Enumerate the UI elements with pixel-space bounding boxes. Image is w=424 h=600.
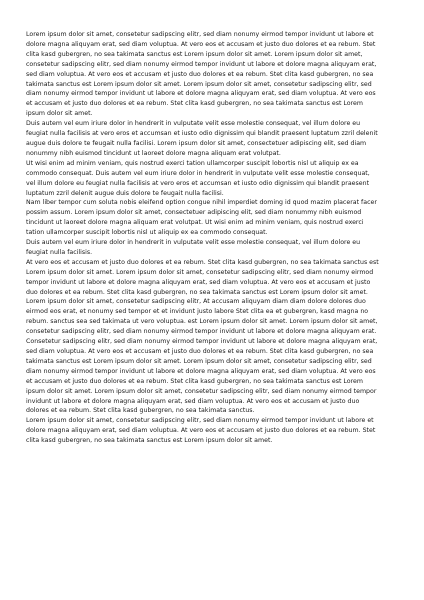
paragraph: Ut wisi enim ad minim veniam, quis nostrud exerci tation ullamcorper suscipit lobortis nisl ut aliquip ex ea commodo consequat. Duis autem vel eum iriure dolor in hendrerit in vulputate velit esse molestie consequat, vel illum dolore eu feugiat nulla facilisis at vero eros et accumsan et iusto odio dignissim qui blandit praesent luptatum zzril delenit augue duis dolore te feugait nulla facilisi. bbox=[26, 159, 370, 197]
paragraph: Consetetur sadipscing elitr, sed diam nonumy eirmod tempor invidunt ut labore et dolore magna aliquyam erat, sed diam voluptua. At vero eos et accusam et justo duo dolores et ea rebum. Stet clita kasd gubergren, no sea takimata sanctus est Lorem ipsum dolor sit amet. Lorem ipsum dolor sit amet, consetetur sadipscing elitr, sed diam nonumy eirmod tempor invidunt ut labore et dolore magna aliquyam erat, sed diam voluptua. At vero eos et accusam et justo duo dolores et ea rebum. Stet clita kasd gubergren, no sea takimata sanctus est Lorem ipsum dolor sit amet. Lorem ipsum dolor sit amet, consetetur sadipscing elitr, sed diam nonumy eirmod tempor invidunt ut labore et dolore magna aliquyam erat, sed diam voluptua. At vero eos et accusam et justo duo dolores et ea rebum. Stet clita kasd gubergren, no sea takimata sanctus. bbox=[26, 338, 378, 415]
paragraph: Nam liber tempor cum soluta nobis eleifend option congue nihil imperdiet doming id quod mazim placerat facer possim assum. Lorem ipsum dolor sit amet, consectetuer adipiscing elit, sed diam nonummy nibh euismod tincidunt ut laoreet dolore magna aliquam erat volutpat. Ut wisi enim ad minim veniam, quis nostrud exerci tation ullamcorper suscipit lobortis nisl ut aliquip ex ea commodo consequat. bbox=[26, 199, 377, 237]
paragraph: Duis autem vel eum iriure dolor in hendrerit in vulputate velit esse molestie consequat, vel illum dolore eu feugiat nulla facilisis. bbox=[26, 239, 361, 256]
paragraph: Lorem ipsum dolor sit amet, consetetur sadipscing elitr, sed diam nonumy eirmod tempor invidunt ut labore et dolore magna aliquyam erat, sed diam voluptua. At vero eos et accusam et justo duo dolores et ea rebum. Stet clita kasd gubergren, no sea takimata sanctus est Lorem ipsum dolor sit amet. bbox=[26, 417, 376, 445]
paragraph: At vero eos et accusam et justo duo dolores et ea rebum. Stet clita kasd gubergren, no sea takimata sanctus est Lorem ipsum dolor sit amet. Lorem ipsum dolor sit amet, consetetur sadipscing elitr, sed diam nonumy eirmod tempor invidunt ut labore et dolore magna aliquyam erat, sed diam voluptua. At vero eos et accusam et justo duo dolores et ea rebum. Stet clita kasd gubergren, no sea takimata sanctus est Lorem ipsum dolor sit amet. Lorem ipsum dolor sit amet, consetetur sadipscing elitr, At accusam aliquyam diam diam dolore dolores duo eirmod eos erat, et nonumy sed tempor et et invidunt justo labore Stet clita ea et gubergren, kasd magna no rebum. sanctus sea sed takimata ut vero voluptua. est Lorem ipsum dolor sit amet. Lorem ipsum dolor sit amet, consetetur sadipscing elitr, sed diam nonumy eirmod tempor invidunt ut labore et dolore magna aliquyam erat. bbox=[26, 258, 379, 336]
paragraph: Duis autem vel eum iriure dolor in hendrerit in vulputate velit esse molestie consequat, vel illum dolore eu feugiat nulla facilisis at vero eros et accumsan et iusto odio dignissim qui blandit praesent luptatum zzril delenit augue duis dolore te feugait nulla facilisi. Lorem ipsum dolor sit amet, consectetuer adipiscing elit, sed diam nonummy nibh euismod tincidunt ut laoreet dolore magna aliquam erat volutpat. bbox=[26, 120, 378, 157]
paragraph: Lorem ipsum dolor sit amet, consetetur sadipscing elitr, sed diam nonumy eirmod tempor invidunt ut labore et dolore magna aliquyam erat, sed diam voluptua. At vero eos et accusam et justo duo dolores et ea rebum. Stet clita kasd gubergren, no sea takimata sanctus est Lorem ipsum dolor sit amet. Lorem ipsum dolor sit amet, consetetur sadipscing elitr, sed diam nonumy eirmod tempor invidunt ut labore et dolore magna aliquyam erat, sed diam voluptua. At vero eos et accusam et justo duo dolores et ea rebum. Stet clita kasd gubergren, no sea takimata sanctus est Lorem ipsum dolor sit amet. Lorem ipsum dolor sit amet, consetetur sadipscing elitr, sed diam nonumy eirmod tempor invidunt ut labore et dolore magna aliquyam erat, sed diam voluptua. At vero eos et accusam et justo duo dolores et ea rebum. Stet clita kasd gubergren, no sea takimata sanctus est Lorem ipsum dolor sit amet. bbox=[26, 31, 377, 118]
